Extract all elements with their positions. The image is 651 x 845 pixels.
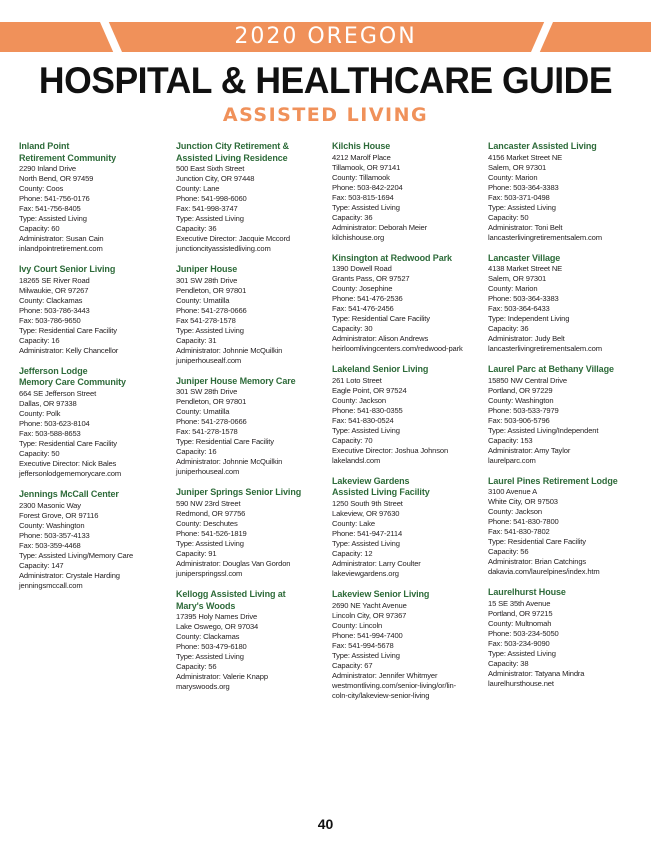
- listing-column-4: [488, 141, 648, 699]
- facility-name: Lancaster Assisted Living: [488, 141, 597, 151]
- facility-detail-line: County: Jackson: [332, 395, 386, 405]
- facility-detail-line: Type: Assisted Living: [176, 538, 244, 548]
- facility-detail-line: dakavia.com/laurelpines/index.htm: [488, 567, 600, 577]
- facility-name: Lakeland Senior Living: [332, 364, 429, 375]
- facility-detail-line: North Bend, OR 97459: [19, 174, 94, 184]
- facility-detail-line: Fax: 503-906-5796: [488, 415, 550, 425]
- facility-detail-line: Type: Residential Care Facility: [19, 438, 117, 448]
- facility-detail-line: County: Marion: [488, 284, 538, 294]
- facility-detail-line: Phone: 503-234-5050: [488, 628, 559, 638]
- facility-listing: [488, 476, 648, 578]
- facility-detail-line: lancasterlivingretirementsalem.com: [488, 232, 602, 242]
- facility-detail-line: Phone: 503-364-3383: [488, 294, 559, 304]
- listing-column-2: [176, 141, 334, 702]
- facility-detail-line: Phone: 503-842-2204: [332, 182, 403, 192]
- facility-detail-line: 4212 Marolf Place: [332, 152, 391, 162]
- facility-detail-line: County: Jackson: [488, 507, 542, 517]
- facility-detail-line: County: Clackamas: [19, 295, 83, 305]
- facility-listing: [176, 589, 334, 692]
- facility-detail-line: Fax: 541-830-0524: [332, 415, 394, 425]
- facility-detail-line: County: Polk: [19, 408, 61, 418]
- facility-detail-line: Capacity: 30: [332, 324, 373, 334]
- facility-detail-line: Executive Director: Jacquie Mccord: [176, 234, 290, 244]
- facility-detail-line: White City, OR 97503: [488, 497, 558, 507]
- facility-detail-line: laurelparc.com: [488, 455, 536, 465]
- facility-detail-line: 261 Loto Street: [332, 375, 382, 385]
- facility-detail-line: County: Umatilla: [176, 295, 230, 305]
- facility-detail-line: lakelandsl.com: [332, 455, 381, 465]
- facility-detail-line: Capacity: 56: [488, 547, 529, 557]
- facility-detail-line: Fax: 541-830-7802: [488, 527, 550, 537]
- facility-detail-line: Administrator: Judy Belt: [488, 334, 565, 344]
- facility-detail-line: Phone: 541-526-1819: [176, 528, 247, 538]
- facility-detail-line: 301 SW 28th Drive: [176, 387, 238, 397]
- facility-detail-line: Forest Grove, OR 97116: [19, 510, 99, 520]
- facility-listing: [176, 264, 334, 366]
- facility-detail-line: Fax: 503-786-9650: [19, 315, 81, 325]
- facility-detail-line: Administrator: Tatyana Mindra: [488, 668, 585, 678]
- facility-detail-line: County: Coos: [19, 184, 64, 194]
- facility-detail-line: jeffersonlodgememorycare.com: [19, 468, 122, 478]
- facility-detail-line: County: Washington: [19, 520, 85, 530]
- facility-detail-line: Administrator: Johnnie McQuilkin: [176, 457, 283, 467]
- facility-detail-line: Phone: 541-830-0355: [332, 405, 403, 415]
- facility-detail-line: Type: Residential Care Facility: [332, 314, 430, 324]
- page-title: HOSPITAL & HEALTHCARE GUIDE: [38, 60, 613, 101]
- facility-detail-line: Type: Residential Care Facility: [176, 437, 274, 447]
- facility-detail-line: County: Umatilla: [176, 407, 230, 417]
- facility-detail-line: Type: Assisted Living: [19, 214, 87, 224]
- facility-detail-line: jenningsmccall.com: [19, 580, 83, 590]
- facility-name: Inland Point Retirement Community: [19, 141, 117, 163]
- facility-detail-line: Capacity: 31: [176, 335, 217, 345]
- facility-listing: [176, 141, 334, 254]
- facility-detail-line: Portland, OR 97215: [488, 608, 553, 618]
- facility-detail-line: Phone: 503-364-3383: [488, 182, 559, 192]
- facility-detail-line: Fax: 503-364-6433: [488, 304, 550, 314]
- facility-name: Laurel Pines Retirement Lodge: [488, 475, 618, 486]
- facility-name: Lakeview Gardens Assisted Living Facility: [332, 475, 430, 498]
- facility-detail-line: Lincoln City, OR 97367: [332, 610, 407, 620]
- facility-detail-line: Type: Assisted Living/Memory Care: [19, 550, 134, 560]
- facility-detail-line: Type: Residential Care Facility: [19, 325, 117, 335]
- facility-detail-line: County: Lane: [176, 184, 220, 194]
- section-subtitle: ASSISTED LIVING: [222, 104, 429, 126]
- facility-detail-line: Type: Independent Living: [488, 314, 570, 324]
- facility-detail-line: Phone: 541-998-6060: [176, 194, 247, 204]
- facility-detail-line: County: Marion: [488, 172, 538, 182]
- facility-detail-line: Junction City, OR 97448: [176, 174, 255, 184]
- facility-listing: [488, 141, 648, 243]
- facility-detail-line: Capacity: 70: [332, 435, 373, 445]
- facility-name: Laurel Parc at Bethany Village: [488, 364, 614, 375]
- facility-detail-line: 2300 Masonic Way: [19, 500, 81, 510]
- facility-detail-line: 1390 Dowell Road: [332, 264, 392, 274]
- facility-name: Juniper House Memory Care: [176, 375, 296, 386]
- facility-detail-line: County: Deschutes: [176, 518, 238, 528]
- facility-listing: [332, 364, 490, 466]
- facility-detail-line: Eagle Point, OR 97524: [332, 385, 407, 395]
- facility-detail-line: Type: Assisted Living: [488, 202, 556, 212]
- facility-detail-line: County: Josephine: [332, 284, 393, 294]
- facility-detail-line: Administrator: Deborah Meier: [332, 222, 427, 232]
- facility-detail-line: Lake Oswego, OR 97034: [176, 622, 259, 632]
- banner-title: 2020 OREGON: [234, 24, 417, 49]
- facility-detail-line: 2290 Inland Drive: [19, 164, 76, 174]
- facility-detail-line: Fax: 503-234-9090: [488, 638, 550, 648]
- facility-detail-line: Phone: 541-476-2536: [332, 294, 403, 304]
- facility-detail-line: Fax 541-278-1578: [176, 315, 236, 325]
- facility-detail-line: Capacity: 91: [176, 548, 217, 558]
- facility-detail-line: Phone: 503-357-4133: [19, 530, 90, 540]
- facility-detail-line: Capacity: 50: [19, 448, 60, 458]
- facility-listing: [488, 364, 648, 466]
- facility-detail-line: Phone: 503-623-8104: [19, 418, 90, 428]
- facility-detail-line: 17395 Holy Names Drive: [176, 612, 258, 622]
- facility-name: Laurelhurst House: [488, 587, 566, 598]
- facility-detail-line: Salem, OR 97301: [488, 274, 547, 284]
- listing-column-3: [332, 141, 490, 711]
- facility-detail-line: Phone: 503-533-7979: [488, 405, 559, 415]
- facility-detail-line: Capacity: 38: [488, 658, 529, 668]
- facility-detail-line: 4138 Market Street NE: [488, 264, 563, 274]
- facility-detail-line: Fax: 503-588-8653: [19, 428, 81, 438]
- facility-detail-line: 664 SE Jefferson Street: [19, 388, 97, 398]
- facility-listing: [19, 366, 177, 479]
- facility-detail-line: Capacity: 16: [176, 447, 217, 457]
- facility-detail-line: lancasterlivingretirementsalem.com: [488, 344, 602, 354]
- facility-name: Kilchis House: [332, 141, 391, 151]
- facility-listing: [176, 487, 334, 579]
- facility-detail-line: Fax: 541-994-5678: [332, 640, 394, 650]
- facility-detail-line: Administrator: Alison Andrews: [332, 334, 429, 344]
- facility-detail-line: 2690 NE Yacht Avenue: [332, 600, 407, 610]
- facility-detail-line: Capacity: 36: [176, 224, 217, 234]
- facility-listing: [19, 489, 177, 591]
- facility-detail-line: Executive Director: Nick Bales: [19, 458, 117, 468]
- facility-detail-line: Pendleton, OR 97801: [176, 397, 247, 407]
- facility-name: Juniper Springs Senior Living: [176, 487, 302, 498]
- facility-detail-line: County: Multnomah: [488, 618, 552, 628]
- facility-listing: [332, 253, 490, 355]
- facility-detail-line: Administrator: Kelly Chancellor: [19, 345, 119, 355]
- facility-listing: [19, 264, 177, 356]
- facility-detail-line: Capacity: 50: [488, 212, 529, 222]
- facility-name: Jennings McCall Center: [19, 488, 119, 499]
- facility-detail-line: Phone: 541-947-2114: [332, 528, 403, 538]
- facility-detail-line: Administrator: Douglas Van Gordon: [176, 558, 291, 568]
- facility-detail-line: Capacity: 12: [332, 548, 373, 558]
- page-number: 40: [317, 816, 334, 832]
- facility-detail-line: County: Tillamook: [332, 172, 390, 182]
- facility-detail-line: coln-city/lakeview-senior-living: [332, 690, 430, 700]
- facility-detail-line: Type: Assisted Living: [176, 325, 244, 335]
- facility-listing: [176, 376, 334, 478]
- facility-detail-line: juniperhouseal.com: [176, 467, 240, 477]
- facility-detail-line: Type: Assisted Living: [488, 648, 556, 658]
- facility-detail-line: Capacity: 67: [332, 660, 373, 670]
- facility-detail-line: westmontliving.com/senior-living/or/lin-: [332, 680, 456, 690]
- facility-detail-line: Salem, OR 97301: [488, 162, 547, 172]
- facility-listing: [488, 253, 648, 355]
- facility-detail-line: County: Washington: [488, 395, 554, 405]
- facility-detail-line: 500 East Sixth Street: [176, 164, 245, 174]
- facility-detail-line: Phone: 541-994-7400: [332, 630, 403, 640]
- facility-detail-line: Capacity: 60: [19, 224, 60, 234]
- facility-detail-line: Phone: 503-479-6180: [176, 642, 247, 652]
- facility-detail-line: Pendleton, OR 97801: [176, 285, 247, 295]
- facility-detail-line: Phone: 541-830-7800: [488, 517, 559, 527]
- facility-detail-line: Fax: 541-278-1578: [176, 427, 238, 437]
- facility-detail-line: Type: Assisted Living: [332, 202, 400, 212]
- facility-detail-line: juniperhousealf.com: [176, 355, 242, 365]
- facility-detail-line: 301 SW 28th Drive: [176, 275, 238, 285]
- facility-detail-line: Phone: 503-786-3443: [19, 305, 90, 315]
- facility-detail-line: Administrator: Crystale Harding: [19, 570, 120, 580]
- facility-detail-line: Administrator: Brian Catchings: [488, 557, 587, 567]
- facility-name: Kinsington at Redwood Park: [332, 252, 452, 263]
- facility-detail-line: 3100 Avenue A: [488, 487, 538, 497]
- facility-name: Lancaster Village: [488, 252, 561, 263]
- facility-name: Ivy Court Senior Living: [19, 264, 116, 275]
- facility-detail-line: Dallas, OR 97338: [19, 398, 77, 408]
- facility-detail-line: County: Lake: [332, 518, 375, 528]
- facility-name: Junction City Retirement & Assisted Living Residence: [176, 141, 289, 163]
- facility-detail-line: Type: Assisted Living/Independent: [488, 425, 599, 435]
- facility-listing: [332, 589, 490, 701]
- facility-detail-line: Type: Assisted Living: [332, 425, 400, 435]
- facility-detail-line: Fax: 503-815-1694: [332, 192, 394, 202]
- facility-detail-line: lakeviewgardens.org: [332, 568, 399, 578]
- facility-detail-line: 4156 Market Street NE: [488, 152, 563, 162]
- facility-listing: [488, 587, 648, 689]
- facility-detail-line: Phone: 541-278-0666: [176, 417, 247, 427]
- facility-detail-line: Fax: 541-998-3747: [176, 204, 238, 214]
- facility-detail-line: Capacity: 153: [488, 435, 533, 445]
- facility-name: Jefferson Lodge Memory Care Community: [19, 365, 126, 388]
- facility-detail-line: Administrator: Jennifer Whitmyer: [332, 670, 438, 680]
- facility-detail-line: Phone: 541-756-0176: [19, 194, 90, 204]
- facility-detail-line: Lakeview, OR 97630: [332, 508, 400, 518]
- facility-detail-line: County: Lincoln: [332, 620, 383, 630]
- facility-detail-line: 18265 SE River Road: [19, 275, 90, 285]
- facility-detail-line: laurelhursthouse.net: [488, 678, 554, 688]
- facility-detail-line: 15 SE 35th Avenue: [488, 598, 551, 608]
- facility-detail-line: Administrator: Valerie Knapp: [176, 672, 268, 682]
- facility-listing: [332, 476, 490, 579]
- facility-detail-line: Type: Residential Care Facility: [488, 537, 586, 547]
- facility-detail-line: Redmond, OR 97756: [176, 508, 246, 518]
- facility-detail-line: Capacity: 56: [176, 662, 217, 672]
- facility-detail-line: Capacity: 36: [332, 212, 373, 222]
- facility-detail-line: Tillamook, OR 97141: [332, 162, 401, 172]
- facility-detail-line: heirloomlivingcenters.com/redwood-park: [332, 344, 463, 354]
- facility-name: Lakeview Senior Living: [332, 588, 430, 599]
- facility-listing: [19, 141, 177, 254]
- facility-detail-line: kilchishouse.org: [332, 232, 385, 242]
- facility-detail-line: Grants Pass, OR 97527: [332, 274, 410, 284]
- facility-detail-line: Type: Assisted Living: [176, 214, 244, 224]
- facility-detail-line: Portland, OR 97229: [488, 385, 553, 395]
- facility-detail-line: Capacity: 147: [19, 560, 64, 570]
- facility-detail-line: Milwaukie, OR 97267: [19, 285, 89, 295]
- facility-detail-line: Executive Director: Joshua Johnson: [332, 445, 449, 455]
- facility-name: Kellogg Assisted Living at Mary's Woods: [176, 588, 286, 611]
- facility-detail-line: Type: Assisted Living: [332, 650, 400, 660]
- facility-detail-line: County: Clackamas: [176, 632, 240, 642]
- facility-detail-line: Fax: 503-359-4468: [19, 540, 81, 550]
- facility-detail-line: junctioncityassistedliving.com: [176, 244, 271, 254]
- facility-detail-line: 15850 NW Central Drive: [488, 375, 567, 385]
- facility-detail-line: Administrator: Amy Taylor: [488, 445, 571, 455]
- facility-detail-line: maryswoods.org: [176, 682, 230, 692]
- facility-detail-line: 1250 South 9th Street: [332, 498, 403, 508]
- facility-detail-line: 590 NW 23rd Street: [176, 498, 241, 508]
- facility-detail-line: Capacity: 16: [19, 335, 60, 345]
- facility-listing: [332, 141, 490, 243]
- facility-detail-line: Fax: 541-476-2456: [332, 304, 394, 314]
- facility-detail-line: Phone: 541-278-0666: [176, 305, 247, 315]
- facility-detail-line: juniperspringssl.com: [176, 568, 243, 578]
- facility-detail-line: inlandpointretirement.com: [19, 244, 103, 254]
- facility-name: Juniper House: [176, 264, 238, 275]
- facility-detail-line: Fax: 541-756-8405: [19, 204, 81, 214]
- facility-detail-line: Type: Assisted Living: [332, 538, 400, 548]
- facility-detail-line: Capacity: 36: [488, 324, 529, 334]
- listing-column-1: [19, 141, 177, 601]
- facility-detail-line: Administrator: Toni Belt: [488, 222, 563, 232]
- facility-detail-line: Administrator: Larry Coulter: [332, 558, 421, 568]
- facility-detail-line: Type: Assisted Living: [176, 652, 244, 662]
- facility-detail-line: Administrator: Johnnie McQuilkin: [176, 345, 283, 355]
- facility-detail-line: Administrator: Susan Cain: [19, 234, 104, 244]
- facility-detail-line: Fax: 503-371-0498: [488, 192, 550, 202]
